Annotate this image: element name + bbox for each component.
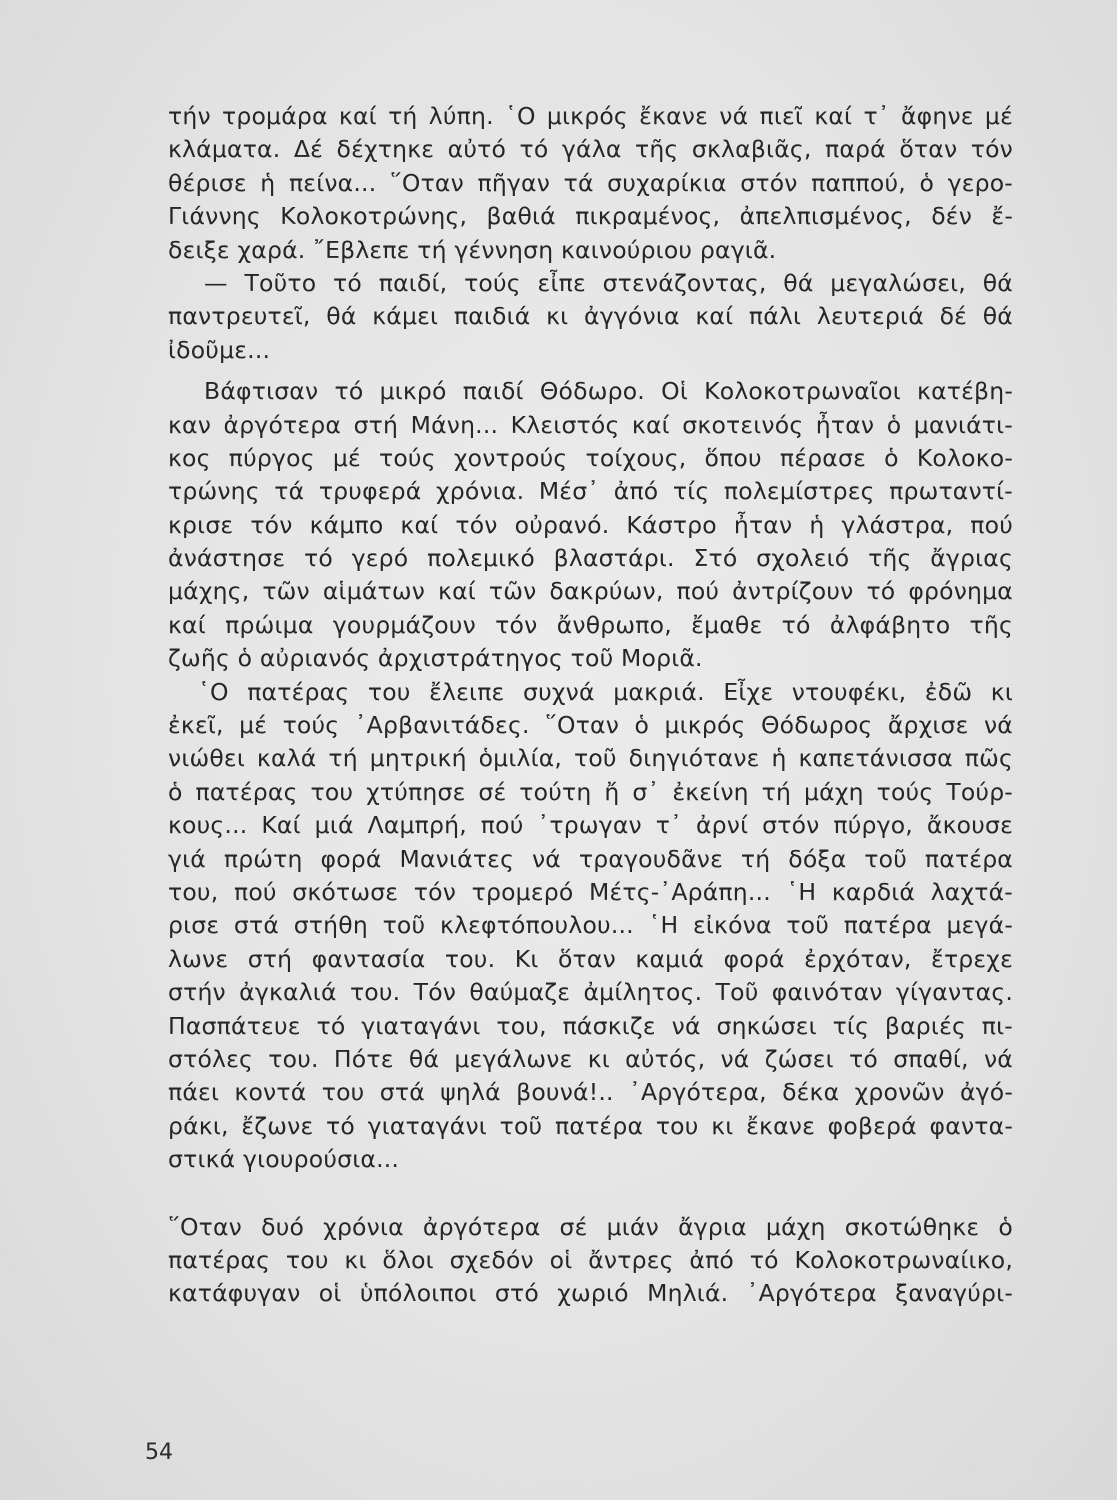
paragraph [168,100,1013,267]
text-line: πάει κοντά του στά ψηλά βουνά!.. ᾿Αργότερα, δέκα χρονῶν ἀγό- [168,1078,1013,1107]
text-line: κατάφυγαν οἱ ὑπόλοιποι στό χωριό Μηλιά. ᾿Αργότερα ξαναγύρι- [168,1279,1013,1308]
text-line: κος πύργος μέ τούς χοντρούς τοίχους, ὅπου πέρασε ὁ Κολοκο- [168,443,1013,472]
text-line: πατέρας του κι ὅλοι σχεδόν οἱ ἄντρες ἀπό τό Κολοκοτρωναίικο, [168,1245,1013,1274]
text-line: στόλες του. Πότε θά μεγάλωνε κι αὐτός, νά ζώσει τό σπαθί, νά [168,1044,1013,1073]
text-line: θέρισε ἡ πείνα... ῞Οταν πῆγαν τά συχαρίκια στόν παππού, ὁ γερο- [168,168,1013,197]
text-line: κλάματα. Δέ δέχτηκε αὐτό τό γάλα τῆς σκλαβιᾶς, παρά ὅταν τόν [168,135,1013,164]
text-line: γιά πρώτη φορά Μανιάτες νά τραγουδᾶνε τή δόξα τοῦ πατέρα [168,844,1013,873]
text-line: ῞Οταν δυό χρόνια ἀργότερα σέ μιάν ἄγρια μάχη σκοτώθηκε ὁ [168,1212,1013,1241]
page-number: 54 [145,1440,173,1465]
text-line: στικά γιουρούσια... [168,1145,400,1174]
text-line: ἐκεῖ, μέ τούς ᾿Αρβανιτάδες. ῞Οταν ὁ μικρός Θόδωρος ἄρχισε νά [168,711,1013,740]
text-line: κρισε τόν κάμπο καί τόν οὐρανό. Κάστρο ἦταν ἡ γλάστρα, πού [168,510,1013,539]
text-line: Γιάννης Κολοκοτρώνης, βαθιά πικραμένος, ἀπελπισμένος, δέν ἔ- [168,202,1013,231]
text-line: ῾Ο πατέρας του ἔλειπε συχνά μακριά. Εἶχε ντουφέκι, ἐδῶ κι [198,677,1013,706]
text-line: λωνε στή φαντασία του. Κι ὅταν καμιά φορά ἐρχόταν, ἔτρεχε [168,944,1013,973]
text-line: Βάφτισαν τό μικρό παιδί Θόδωρο. Οἱ Κολοκοτρωναῖοι κατέβη- [204,377,1013,406]
text-line: ζωῆς ὁ αὐριανός ἀρχιστράτηγος τοῦ Μοριᾶ. [168,644,703,673]
text-line: στήν ἀγκαλιά του. Τόν θαύμαζε ἀμίλητος. Τοῦ φαινόταν γίγαντας. [168,978,1013,1007]
text-line: Πασπάτευε τό γιαταγάνι του, πάσκιζε νά σηκώσει τίς βαριές πι- [168,1011,1013,1040]
text-line: τήν τρομάρα καί τή λύπη. ῾Ο μικρός ἔκανε νά πιεῖ καί τ᾿ ἄφηνε μέ [168,102,1013,130]
text-line: ράκι, ἔζωνε τό γιαταγάνι τοῦ πατέρα του κι ἔκανε φοβερά φαντα- [168,1111,1013,1140]
paragraph-gap [168,1177,1013,1211]
text-line: δειξε χαρά. ῎Εβλεπε τή γέννηση καινούριου ραγιᾶ. [168,235,777,264]
paragraph [168,267,1013,367]
text-line: τρώνης τά τρυφερά χρόνια. Μέσ᾿ ἀπό τίς πολεμίστρες πρωταντί- [168,477,1013,506]
text-line: μάχης, τῶν αἱμάτων καί τῶν δακρύων, πού ἀντρίζουν τό φρόνημα [168,577,1013,606]
text-line: νιώθει καλά τή μητρική ὁμιλία, τοῦ διηγιότανε ἡ καπετάνισσα πῶς [168,744,1013,773]
text-line: κους... Καί μιά Λαμπρή, πού ᾿τρωγαν τ᾿ ἀρνί στόν πύργο, ἄκουσε [168,811,1013,840]
paragraph [168,1211,1013,1311]
body-text [168,100,1013,1311]
text-line: — Τοῦτο τό παιδί, τούς εἶπε στενάζοντας, θά μεγαλώσει, θά [204,268,1013,297]
text-line: ἰδοῦμε... [168,335,271,364]
paragraph [168,676,1013,1177]
text-line: καί πρώιμα γουρμάζουν τόν ἄνθρωπο, ἔμαθε τό ἀλφάβητο τῆς [168,610,1013,639]
text-line: ρισε στά στήθη τοῦ κλεφτόπουλου... ῾Η εἰκόνα τοῦ πατέρα μεγά- [168,911,1013,940]
text-line: ἀνάστησε τό γερό πολεμικό βλαστάρι. Στό σχολειό τῆς ἄγριας [168,544,1013,573]
text-line: ὁ πατέρας του χτύπησε σέ τούτη ἤ σ᾿ ἐκείνη τή μάχη τούς Τούρ- [168,777,1013,806]
text-line: καν ἀργότερα στή Μάνη... Κλειστός καί σκοτεινός ἦταν ὁ μανιάτι- [168,410,1013,439]
text-line: παντρευτεῖ, θά κάμει παιδιά κι ἀγγόνια καί πάλι λευτεριά δέ θά [168,302,1013,331]
text-line: του, πού σκότωσε τόν τρομερό Μέτς-᾿Αράπη... ῾Η καρδιά λαχτά- [168,877,1013,906]
paragraph [168,375,1013,676]
